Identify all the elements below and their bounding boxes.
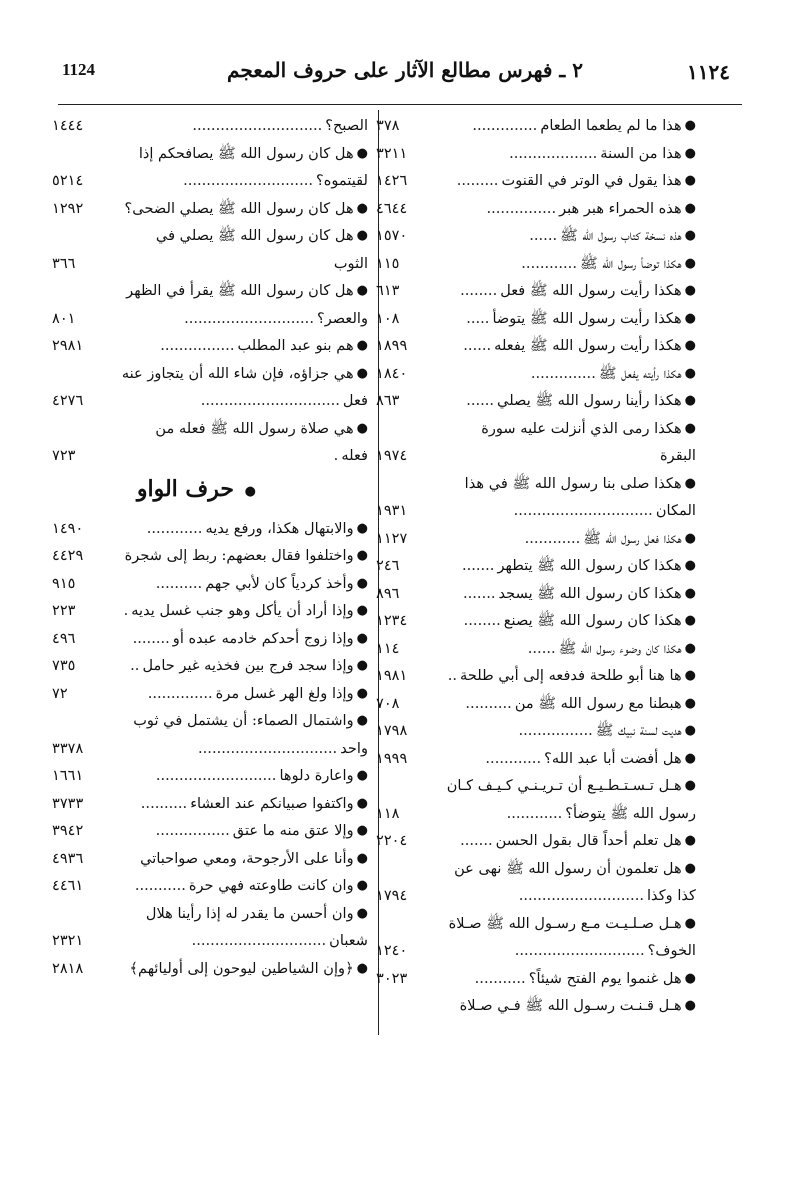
index-entry — [52, 387, 374, 415]
index-entry — [60, 360, 374, 388]
hadith-number: ١٩٩٩ — [376, 749, 408, 767]
leader-dots: ............................ — [183, 172, 313, 189]
entry-text: كذا وكذا — [646, 887, 696, 904]
hadith-number: ١١٥ — [376, 254, 400, 272]
hadith-number: ٨٠١ — [52, 309, 76, 327]
bullet-icon: ● — [356, 823, 368, 838]
entry-text: لقيتموه؟ — [315, 172, 368, 189]
bullet-icon: ● — [356, 878, 368, 893]
bullet-icon: ● — [684, 283, 696, 298]
index-entry — [52, 625, 374, 653]
hadith-number: ٣٠٢٣ — [376, 969, 408, 987]
leader-dots: ................ — [160, 337, 235, 354]
index-entry — [60, 900, 374, 928]
page-number-latin: 1124 — [62, 60, 96, 79]
leader-dots: .............. — [472, 117, 538, 134]
entry-text: هكذا كان رسول الله ﷺ يسجد — [498, 584, 682, 602]
index-entry — [382, 992, 696, 1020]
entry-text: والابتهال هكذا، ورفع يديه — [205, 519, 354, 537]
entry-text: هذه نسخة كتاب رسول الله ﷺ — [560, 227, 682, 244]
bullet-icon: ● — [684, 613, 696, 628]
entry-text: وان كانت طاوعته فهي حرة — [188, 877, 354, 894]
bullet-icon: ● — [356, 228, 368, 243]
leader-dots: ...... — [466, 392, 495, 409]
hadith-number: ١٨٤٠ — [376, 364, 408, 382]
index-entry — [376, 965, 696, 993]
hadith-number: ١٧٩٨ — [376, 722, 408, 739]
hadith-number: ١١٤ — [376, 639, 400, 657]
bullet-icon: ● — [684, 750, 696, 766]
leader-dots: ............ — [506, 804, 563, 822]
index-entry — [376, 882, 696, 910]
hadith-number: ٣٢١١ — [376, 144, 408, 162]
running-title: ٢ ـ فهرس مطالع الآثار على حروف المعجم — [227, 58, 583, 82]
bullet-icon: ● — [684, 475, 696, 491]
entry-text: هـل قـنـت رسـول الله ﷺ فـي صـلاة — [459, 997, 682, 1014]
bullet-icon: ● — [684, 145, 696, 161]
bullet-icon: ● — [684, 200, 696, 216]
index-entry — [376, 827, 696, 855]
bullet-icon: ● — [356, 768, 368, 783]
leader-dots: ........ — [460, 282, 498, 299]
bullet-icon: ● — [684, 558, 696, 573]
entry-text: وإذا ولغ الهر غسل مرة — [215, 684, 354, 702]
index-entry — [52, 927, 374, 955]
index-entry — [52, 222, 374, 277]
leader-dots: ........... — [474, 969, 526, 987]
entry-text: الخوف؟ — [647, 942, 696, 959]
leader-dots: ......... — [456, 172, 499, 189]
bullet-icon: ● — [684, 420, 696, 436]
hadith-number: ١١٢٧ — [376, 529, 408, 547]
hadith-number: ١٠٨ — [376, 309, 400, 327]
hadith-number: ١٤٩٠ — [52, 519, 84, 537]
bullet-icon: ● — [356, 685, 368, 701]
leader-dots: ....... — [460, 832, 493, 849]
index-entry — [52, 112, 374, 140]
entry-text: واعارة دلوها — [279, 767, 354, 784]
index-entry — [376, 140, 696, 168]
hadith-number: ٨٦٣ — [376, 392, 400, 409]
hadith-number: ٣٣٧٨ — [52, 739, 84, 757]
section-heading-text: حرف الواو — [136, 475, 234, 502]
index-column-right — [376, 112, 696, 1037]
index-entry — [382, 772, 696, 800]
entry-text: فعل — [342, 392, 368, 409]
entry-text: هـل تـسـتـطـيـع أن تـريـنـي كـيـف كـان — [446, 777, 682, 794]
entry-text: هل تعلم أحداً قال بقول الحسن — [495, 832, 682, 849]
bullet-icon: ● — [684, 998, 696, 1013]
entry-text: هكذا رأينا رسول الله ﷺ يصلي — [497, 392, 682, 409]
entry-text: هل غنموا يوم الفتح شيئاً؟ — [528, 969, 682, 987]
index-entry — [382, 910, 696, 938]
index-entry — [52, 762, 374, 790]
bullet-icon: ● — [684, 255, 696, 271]
leader-dots: ............... — [486, 199, 557, 217]
entry-text: هديت لسنة نبيك ﷺ — [595, 722, 682, 739]
hadith-number: ٦١٣ — [376, 282, 400, 299]
hadith-number: ٤٤٦١ — [52, 877, 84, 894]
index-entry — [52, 817, 374, 845]
bullet-icon: ● — [684, 833, 696, 848]
bullet-icon: ● — [356, 520, 368, 536]
entry-text: هي جزاؤه، فإن شاء الله أن يتجاوز عنه — [121, 364, 354, 382]
bullet-icon: ● — [684, 530, 696, 546]
bullet-icon: ● — [684, 310, 696, 326]
entry-text: هل كان رسول الله ﷺ يصلي الضحى؟ — [124, 199, 354, 217]
hadith-number: ٢٢٠٤ — [376, 832, 408, 849]
hadith-number: ٤٢٧٦ — [52, 392, 84, 409]
bullet-icon: ● — [356, 548, 368, 563]
left-entries-after-heading — [52, 515, 374, 983]
leader-dots: .......... — [155, 574, 203, 592]
index-entry — [52, 845, 374, 873]
entry-text: هكذا فعل رسول الله ﷺ — [583, 529, 682, 547]
bullet-icon: ● — [356, 795, 368, 811]
leader-dots: ............ — [524, 529, 581, 547]
leader-dots: ............................ — [514, 942, 645, 959]
hadith-number: ١٩٨١ — [376, 667, 408, 684]
page-number-arabic: ١١٢٤ — [687, 60, 730, 84]
leader-dots: .............................. — [200, 392, 340, 409]
bullet-icon: ● — [684, 118, 696, 133]
index-entry — [52, 167, 374, 195]
index-entry — [376, 112, 696, 140]
entry-text: هكذا رأيته يفعل ﷺ — [598, 364, 682, 382]
leader-dots: ........ — [463, 612, 501, 629]
hadith-number: ٧٢ — [52, 684, 68, 702]
index-entry — [52, 597, 374, 625]
index-entry — [376, 635, 696, 663]
index-entry — [376, 607, 696, 635]
index-entry — [52, 652, 374, 680]
index-entry — [376, 332, 696, 360]
hadith-number: ١٨٩٩ — [376, 337, 408, 354]
index-entry — [376, 360, 696, 388]
hadith-number: ٣٧٨ — [376, 117, 400, 134]
hadith-number: ٤٦٤٤ — [376, 199, 408, 217]
entry-text: هكذا رأيت رسول الله ﷺ يتوضأ — [492, 309, 682, 327]
hadith-number: ٩١٥ — [52, 574, 76, 592]
hadith-number: ٢٣٢١ — [52, 932, 84, 949]
index-entry — [60, 277, 374, 305]
hadith-number: ٧٣٥ — [52, 657, 76, 674]
leader-dots: .......... — [140, 794, 188, 812]
bullet-icon: ● — [684, 695, 696, 711]
index-entry — [52, 415, 374, 470]
bullet-icon: ● — [684, 173, 696, 188]
entry-text: هل أفضت أبا عبد الله؟ — [544, 749, 682, 767]
entry-text: شعبان — [329, 932, 368, 949]
index-entry — [376, 415, 696, 470]
entry-text: هبطنا مع رسول الله ﷺ من — [514, 694, 682, 712]
index-entry — [376, 277, 696, 305]
hadith-number: ١٢٤٠ — [376, 942, 408, 959]
leader-dots: ........... — [134, 877, 186, 894]
entry-text: ها هنا أبو طلحة فدفعه إلى أبي طلحة — [460, 667, 682, 684]
hadith-number: ٨٩٦ — [376, 584, 400, 602]
index-entry — [376, 745, 696, 773]
index-entry — [52, 790, 374, 818]
hadith-number: ٢٩٨١ — [52, 337, 84, 354]
entry-text: والعصر؟ — [316, 309, 368, 327]
leader-dots: ...... — [527, 639, 556, 657]
hadith-number: ١٦٦١ — [52, 767, 84, 784]
entry-text: وأخذ كردياً كان لأبي جهم — [205, 574, 354, 592]
hadith-number: ٢٨١٨ — [52, 959, 84, 977]
bullet-icon: ● — [356, 658, 368, 673]
index-entry — [52, 955, 374, 983]
index-entry — [376, 387, 696, 415]
bullet-icon: ● — [356, 575, 368, 591]
bullet-icon: ● — [356, 905, 368, 921]
entry-text: واحد — [340, 739, 368, 757]
hadith-number: ١٤٢٦ — [376, 172, 408, 189]
section-heading — [60, 472, 374, 509]
hadith-number: ٧٢٣ — [52, 447, 76, 464]
entry-text: الصبح؟ — [325, 117, 368, 134]
leader-dots: ............ — [521, 254, 577, 272]
entry-text: واختلفوا فقال بعضهم: ربط إلى شجرة — [124, 547, 354, 564]
entry-text: هذا ما لم يطعما الطعام — [540, 117, 682, 134]
index-entry — [52, 332, 374, 360]
bullet-icon: ● — [356, 850, 368, 866]
entry-text: وإذا سجد فرج بين فخذيه غير حامل — [142, 657, 354, 674]
leader-dots: ...... — [529, 227, 558, 244]
entry-text: وإذا زوج أحدكم خادمه عبده أو — [172, 629, 354, 647]
bullet-icon: ● — [356, 420, 368, 436]
entry-text: هل كان رسول الله ﷺ يقرأ في الظهر — [126, 282, 354, 299]
bullet-icon: ● — [684, 228, 696, 243]
entry-text: وأنا على الأرجوحة، ومعي صواحباتي — [140, 849, 354, 867]
leader-dots: ....... — [463, 584, 496, 602]
bullet-icon: ● — [356, 145, 368, 161]
hadith-number: ١٥٧٠ — [376, 227, 408, 244]
leader-dots: ...... — [463, 337, 492, 354]
entry-text: هم بنو عبد المطلب — [237, 337, 354, 354]
hadith-number: ٧٠٨ — [376, 694, 400, 712]
hadith-number: ٤٤٢٩ — [52, 547, 84, 564]
leader-dots: .. — [447, 667, 458, 684]
index-entry — [382, 855, 696, 883]
leader-dots: ............................ — [192, 117, 323, 134]
bullet-icon: ● — [684, 668, 696, 683]
entry-text: هذا يقول في الوتر في القنوت — [501, 172, 682, 189]
index-entry — [60, 707, 374, 735]
bullet-icon: ● — [356, 283, 368, 298]
leader-dots: ............................. — [191, 932, 327, 949]
index-entry — [52, 680, 374, 708]
leader-dots: .......................... — [155, 767, 277, 784]
leader-dots: ................ — [155, 822, 230, 839]
index-entry — [376, 580, 696, 608]
index-entry — [52, 570, 374, 598]
leader-dots: .............................. — [198, 739, 338, 757]
leader-dots: ............ — [146, 519, 203, 537]
hadith-number: ١١٨ — [376, 804, 400, 822]
index-entry — [376, 525, 696, 553]
index-entry — [376, 662, 696, 690]
hadith-number: ٣٧٣٣ — [52, 794, 84, 812]
entry-text: وإذا أراد أن يأكل وهو جنب غسل يديه — [131, 602, 354, 619]
index-entry — [376, 222, 696, 250]
hadith-number: ١٩٣١ — [376, 502, 408, 519]
hadith-number: ٢٢٣ — [52, 602, 76, 619]
index-entry — [376, 497, 696, 525]
entry-text: واشتمال الصماء: أن يشتمل في ثوب — [133, 712, 354, 729]
entry-text: هكذا توضأ رسول الله ﷺ — [579, 254, 682, 272]
bullet-icon: ● — [684, 860, 696, 876]
index-entry — [376, 717, 696, 745]
entry-text: وان أحسن ما يقدر له إذا رأينا هلال — [145, 904, 354, 922]
index-column-left — [52, 112, 374, 1037]
leader-dots: .. — [130, 657, 140, 674]
hadith-number: ٤٩٣٦ — [52, 849, 84, 867]
entry-text: هذا من السنة — [600, 144, 682, 162]
heading-bullet-icon: ● — [244, 483, 256, 499]
bullet-icon: ● — [684, 393, 696, 408]
entry-text: واكتفوا صبيانكم عند العشاء — [190, 794, 354, 812]
index-entry — [52, 872, 374, 900]
leader-dots: ........................... — [518, 887, 644, 904]
bullet-icon: ● — [684, 915, 696, 931]
entry-text: المكان — [655, 502, 696, 519]
entry-text: هي صلاة رسول الله ﷺ فعله من فعله — [155, 419, 368, 464]
leader-dots: .............................. — [513, 502, 653, 519]
hadith-number: ١٧٩٤ — [376, 887, 408, 904]
leader-dots: ............ — [485, 749, 542, 767]
left-entries-before-heading — [52, 112, 374, 470]
entry-text: هل تعلمون أن رسول الله ﷺ نهى عن — [454, 859, 682, 877]
hadith-number: ٥٢١٤ — [52, 172, 84, 189]
index-entry — [376, 800, 696, 828]
hadith-number: ١٤٤٤ — [52, 117, 84, 134]
bullet-icon: ● — [684, 970, 696, 986]
index-entry — [52, 735, 374, 763]
entry-text: ﴿وإن الشياطين ليوحون إلى أوليائهم﴾ — [129, 959, 354, 977]
bullet-icon: ● — [684, 338, 696, 353]
leader-dots: ........ — [132, 629, 170, 647]
index-entry — [52, 542, 374, 570]
leader-dots: . — [123, 602, 129, 619]
bullet-icon: ● — [356, 603, 368, 618]
bullet-icon: ● — [684, 585, 696, 601]
entry-text: هكذا رمى الذي أنزلت عليه سورة البقرة — [481, 419, 696, 464]
index-entry — [52, 305, 374, 333]
entry-text: هكذا رأيت رسول الله ﷺ فعل — [500, 282, 682, 299]
leader-dots: ................... — [509, 144, 598, 162]
bullet-icon: ● — [356, 630, 368, 646]
bullet-icon: ● — [684, 723, 696, 738]
index-entry — [376, 937, 696, 965]
hadith-number: ١٢٣٤ — [376, 612, 408, 629]
entry-text: هكذا كان رسول الله ﷺ يتطهر — [497, 557, 682, 574]
hadith-number: ١٩٧٤ — [376, 447, 408, 464]
index-entry — [52, 515, 374, 543]
entry-text: وإلا عتق منه ما عتق — [232, 822, 354, 839]
entry-text: هل كان رسول الله ﷺ يصلي في الثوب — [155, 227, 368, 272]
entry-text: رسول الله ﷺ يتوضأ؟ — [565, 804, 696, 822]
index-entry — [60, 140, 374, 168]
leader-dots: ................ — [518, 722, 593, 739]
leader-dots: ............................ — [184, 309, 314, 327]
entry-text: هكذا كان وضوء رسول الله ﷺ — [558, 639, 682, 657]
hadith-number: ٤٩٦ — [52, 629, 76, 647]
leader-dots: ..... — [466, 309, 490, 327]
index-entry — [52, 195, 374, 223]
header-rule — [58, 104, 742, 105]
index-entry — [376, 305, 696, 333]
leader-dots: .............. — [530, 364, 596, 382]
leader-dots: .............. — [147, 684, 213, 702]
index-entry — [376, 250, 696, 278]
bullet-icon: ● — [684, 365, 696, 381]
leader-dots: .......... — [465, 694, 512, 712]
entry-text: هكذا كان رسول الله ﷺ يصنع — [503, 612, 682, 629]
entry-text: هـل صـلـيـت مـع رسـول الله ﷺ صـلاة — [448, 914, 682, 932]
bullet-icon: ● — [684, 778, 696, 793]
entry-text: هل كان رسول الله ﷺ يصافحكم إذا — [138, 144, 354, 162]
bullet-icon: ● — [356, 200, 368, 216]
entry-text: هكذا رأيت رسول الله ﷺ يفعله — [494, 337, 682, 354]
bullet-icon: ● — [356, 713, 368, 728]
bullet-icon: ● — [356, 365, 368, 381]
hadith-number: ٣٩٤٢ — [52, 822, 84, 839]
bullet-icon: ● — [356, 338, 368, 353]
index-entry — [376, 195, 696, 223]
bullet-icon: ● — [356, 960, 368, 976]
leader-dots: . — [333, 447, 339, 464]
index-entry — [376, 552, 696, 580]
index-entry — [382, 470, 696, 498]
hadith-number: ٢٤٦ — [376, 557, 400, 574]
entry-text: هذه الحمراء هبر هبر — [559, 199, 682, 217]
bullet-icon: ● — [684, 640, 696, 656]
hadith-number: ٣٦٦ — [52, 254, 76, 272]
index-entry — [376, 167, 696, 195]
leader-dots: ....... — [461, 557, 495, 574]
index-entry — [376, 690, 696, 718]
entry-text: هكذا صلى بنا رسول الله ﷺ في هذا — [464, 474, 682, 492]
hadith-number: ١٢٩٢ — [52, 199, 84, 217]
